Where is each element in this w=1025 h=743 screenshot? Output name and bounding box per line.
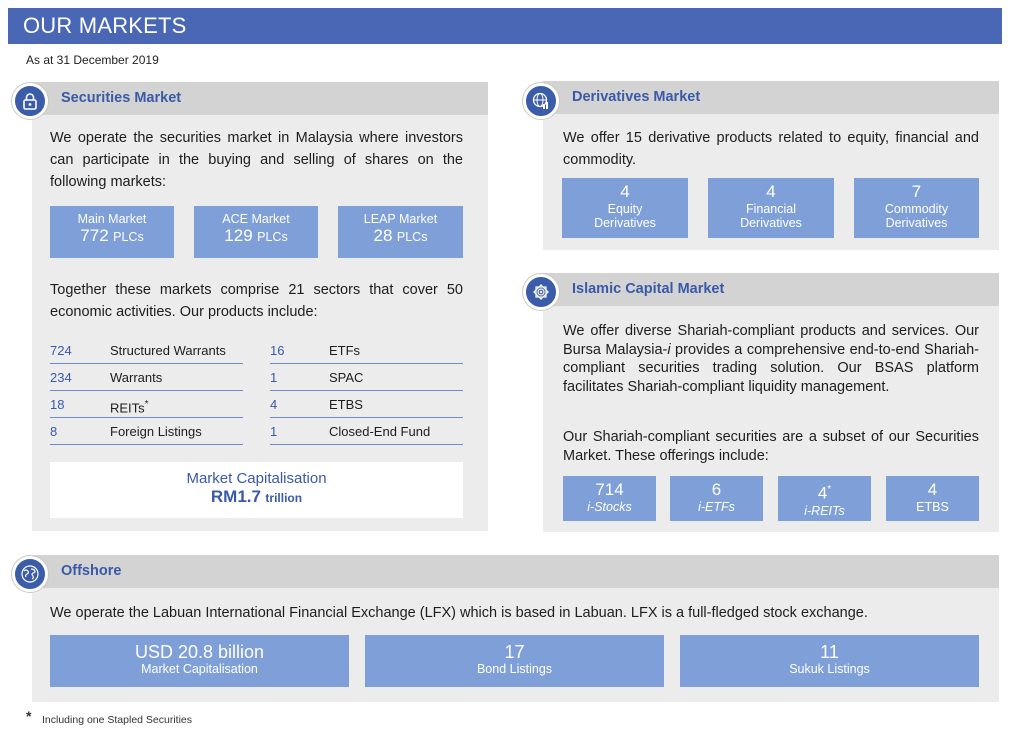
market-cap-unit: trillion xyxy=(265,491,303,505)
derivatives-header xyxy=(543,81,999,114)
securities-title: Securities Market xyxy=(61,90,182,106)
securities-together: Together these markets comprise 21 sectors that cover 50 economic activities. Our products include: xyxy=(50,282,463,320)
securities-intro: We operate the securities market in Malaysia where investors can participate in the buying and selling of shares on the following markets: xyxy=(50,130,463,190)
footnote-mark: * xyxy=(827,484,832,495)
offshore-title: Offshore xyxy=(61,563,122,579)
derivatives-title: Derivatives Market xyxy=(572,89,701,105)
islamic-box-etbs: 4 ETBS xyxy=(886,476,979,521)
market-cap-box xyxy=(50,462,463,518)
ornament-icon xyxy=(523,274,559,310)
product-row: 8 Foreign Listings xyxy=(50,419,243,445)
derivatives-box-commodity: 7 Commodity Derivatives xyxy=(854,178,979,238)
derivatives-panel xyxy=(543,81,999,250)
offshore-box-market-cap: USD 20.8 billion Market Capitalisation xyxy=(50,635,349,687)
world-map-icon xyxy=(12,556,48,592)
product-row: 1 Closed-End Fund xyxy=(270,419,463,445)
product-row: 18 REITs* xyxy=(50,392,243,418)
lock-icon xyxy=(12,83,48,119)
footnote: * Including one Stapled Securities xyxy=(26,708,193,726)
product-row: 1 SPAC xyxy=(270,365,463,391)
market-box-main: Main Market 772 PLCs xyxy=(50,206,174,258)
market-cap-label: Market Capitalisation xyxy=(186,470,327,487)
market-cap-value: RM1.7 xyxy=(210,487,261,506)
product-row: 4 ETBS xyxy=(270,392,463,418)
derivatives-box-equity: 4 Equity Derivatives xyxy=(562,178,688,238)
islamic-para2: Our Shariah-compliant securities are a subset of our Securities Market. These offerings include: xyxy=(563,429,979,464)
offshore-intro: We operate the Labuan International Financial Exchange (LFX) which is based in Labuan. LFX is a full-fledged stock exchange. xyxy=(50,605,868,621)
securities-panel xyxy=(32,82,488,531)
product-row: 724 Structured Warrants xyxy=(50,338,243,364)
market-box-leap: LEAP Market 28 PLCs xyxy=(338,206,463,258)
derivatives-box-financial: 4 Financial Derivatives xyxy=(708,178,834,238)
market-box-ace: ACE Market 129 PLCs xyxy=(194,206,318,258)
as-at-date: As at 31 December 2019 xyxy=(26,53,159,67)
islamic-panel xyxy=(543,273,999,532)
footnote-mark: * xyxy=(144,399,149,410)
islamic-title: Islamic Capital Market xyxy=(572,281,725,297)
offshore-box-sukuk: 11 Sukuk Listings xyxy=(680,635,979,687)
securities-header xyxy=(32,82,488,115)
product-row: 16 ETFs xyxy=(270,338,463,364)
islamic-para1: We offer diverse Shariah-compliant products and services. Our Bursa Malaysia-i provides a comprehensive end-to-end Shariah-compliant securities trading solution. Our BSAS platform facilitates Shariah-compliant liquidity management. xyxy=(563,323,979,395)
islamic-box-reits: 4* i-REITs xyxy=(778,476,871,521)
islamic-box-stocks: 714 i-Stocks xyxy=(563,476,656,521)
product-row: 234 Warrants xyxy=(50,365,243,391)
offshore-panel xyxy=(32,555,999,702)
offshore-header xyxy=(32,555,999,588)
derivatives-intro: We offer 15 derivative products related to equity, financial and commodity. xyxy=(563,130,979,168)
islamic-header xyxy=(543,273,999,306)
islamic-box-etfs: 6 i-ETFs xyxy=(670,476,763,521)
offshore-box-bonds: 17 Bond Listings xyxy=(365,635,664,687)
page-title: OUR MARKETS xyxy=(8,8,1002,44)
globe-chart-icon xyxy=(523,83,559,119)
